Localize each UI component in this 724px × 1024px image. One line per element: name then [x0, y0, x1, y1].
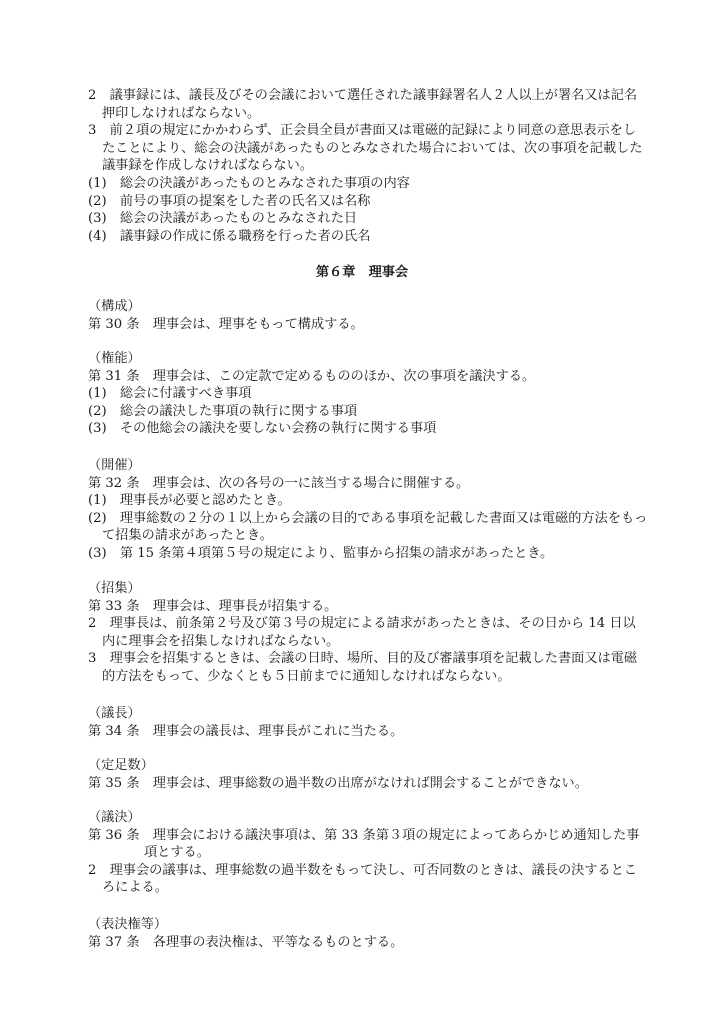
article-text: 第 32 条 理事会は、次の各号の一に該当する場合に開催する。 [88, 475, 470, 491]
list-item: (1) 総会に付議すべき事項 [88, 386, 252, 402]
list-item: (4) 議事録の作成に係る職務を行った者の氏名 [88, 228, 371, 244]
article-33 [88, 580, 648, 686]
article-35 [88, 757, 648, 792]
article-text: 第 37 条 各理事の表決権は、平等なるものとする。 [88, 934, 404, 950]
article-caption: （定足数） [88, 758, 154, 773]
paragraph-3: 3 前２項の規定にかかわらず、正会員全員が書面又は電磁的記録により同意の意思表示をしたことにより、総会の決議があったものとみなされた場合においては、次の事項を記載した議事録を作成しなければならない。 [88, 123, 643, 174]
article-31 [88, 350, 648, 438]
paragraph-2: 2 理事会の議事は、理事総数の過半数をもって決し、可否同数のときは、議長の決するところによる。 [88, 862, 638, 896]
paragraph-3: 3 理事会を招集するときは、会議の日時、場所、目的及び審議事項を記載した書面又は電磁的方法をもって、少なくとも５日前までに通知しなければならない。 [88, 651, 638, 684]
article-37 [88, 916, 648, 951]
article-caption: （権能） [88, 351, 141, 366]
list-item: (2) 理事総数の２分の１以上から会議の目的である事項を記載した書面又は電磁的方法をもって招集の請求があったとき。 [88, 510, 648, 544]
paragraph-2: 2 理事長は、前条第２号及び第３号の規定による請求があったときは、その日から 14 日以内に理事会を招集しなければならない。 [88, 616, 636, 649]
article-36 [88, 809, 648, 897]
list-item: (3) 総会の決議があったものとみなされた日 [88, 211, 358, 227]
list-item: (3) その他総会の議決を要しない会務の執行に関する事項 [88, 421, 437, 437]
chapter-heading: 第６章 理事会 [315, 265, 409, 280]
article-text: 第 36 条 理事会における議決事項は、第 33 条第３項の規定によってあらかじめ通知した事項とする。 [88, 827, 640, 861]
article-30 [88, 298, 648, 333]
article-text: 第 35 条 理事会は、理事総数の過半数の出席がなければ開会することができない。 [88, 775, 588, 791]
article-caption: （表決権等） [88, 917, 168, 932]
article-34 [88, 705, 648, 740]
article-text: 第 33 条 理事会は、理事長が招集する。 [88, 598, 338, 614]
article-caption: （構成） [88, 299, 141, 314]
article-caption: （開催） [88, 458, 141, 473]
article-caption: （議長） [88, 706, 141, 721]
minutes-section [88, 87, 648, 245]
paragraph-2: 2 議事録には、議長及びその会議において選任された議事録署名人２人以上が署名又は記名押印しなければならない。 [88, 88, 638, 121]
list-item: (3) 第 15 条第４項第５号の規定により、監事から招集の請求があったとき。 [88, 545, 554, 561]
article-32 [88, 457, 648, 563]
article-text: 第 30 条 理事会は、理事をもって構成する。 [88, 316, 364, 332]
article-text: 第 34 条 理事会の議長は、理事長がこれに当たる。 [88, 723, 404, 739]
list-item: (1) 理事長が必要と認めたとき。 [88, 493, 291, 509]
article-caption: （招集） [88, 581, 141, 596]
article-caption: （議決） [88, 810, 141, 825]
list-item: (2) 前号の事項の提案をした者の氏名又は名称 [88, 193, 371, 209]
list-item: (2) 総会の議決した事項の執行に関する事項 [88, 403, 358, 419]
article-text: 第 31 条 理事会は、この定款で定めるもののほか、次の事項を議決する。 [88, 368, 536, 384]
list-item: (1) 総会の決議があったものとみなされた事項の内容 [88, 175, 410, 191]
